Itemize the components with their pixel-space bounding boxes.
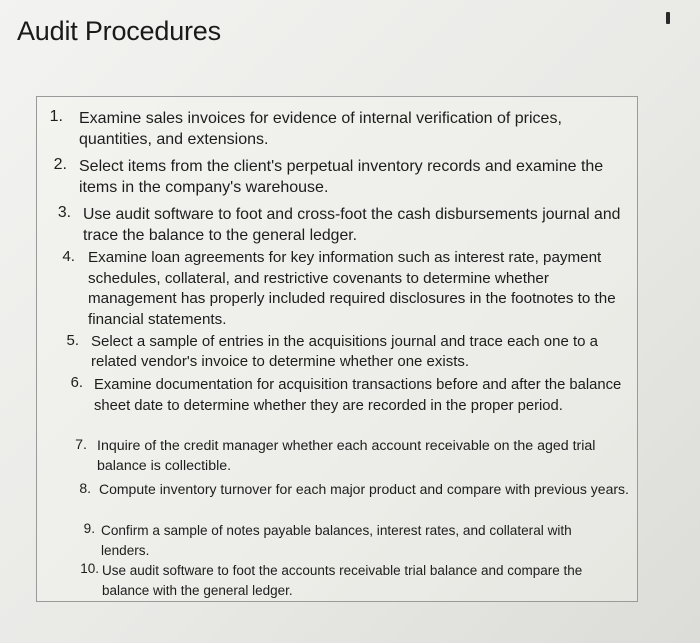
list-item [75,521,595,560]
item-text: Select a sample of entries in the acquisitions journal and trace each one to a related vendor's invoice to determine whether one exists. [91,333,598,370]
item-number: 9. [83,521,95,536]
item-text: Inquire of the credit manager whether each account receivable on the aged trial balance is collectible. [97,438,596,474]
list-item [51,204,627,246]
item-text: Use audit software to foot the accounts receivable trial balance and compare the balance with the general ledger. [102,563,583,598]
item-number: 10. [80,561,99,576]
list-item [79,561,631,600]
item-number: 5. [66,332,79,349]
item-text: Examine sales invoices for evidence of internal verification of prices, quantities, and extensions. [79,110,562,148]
item-text: Confirm a sample of notes payable balances, interest rates, and collateral with lenders. [101,523,572,558]
item-number: 6. [70,375,83,391]
item-text: Use audit software to foot and cross-foot the cash disbursements journal and trace the balance to the general ledger. [83,206,621,244]
item-text: Compute inventory turnover for each major product and compare with previous years. [99,481,629,497]
item-number: 4. [62,248,75,265]
list-item [71,480,631,500]
item-number: 7. [75,437,87,453]
list-item [63,375,623,416]
minimize-icon [666,12,670,24]
item-number: 8. [79,480,91,496]
item-text: Examine loan agreements for key information such as interest rate, payment schedules, collateral, and restrictive covenants to determine whether management has properly included required disclosures in the footnotes to the financial statements. [88,249,616,328]
item-text: Select items from the client's perpetual inventory records and examine the items in the company's warehouse. [79,158,604,196]
list-item [59,332,639,372]
item-number: 1. [49,108,63,125]
list-item [47,156,619,198]
page-title: Audit Procedures [17,16,221,46]
list-item [43,108,611,150]
item-text: Examine documentation for acquisition transactions before and after the balance sheet date to determine whether they are recorded in the proper period. [94,377,622,414]
list-item [55,248,633,330]
procedures-panel [36,96,638,602]
item-number: 2. [53,156,67,173]
list-item [67,437,627,476]
item-number: 3. [57,204,71,221]
